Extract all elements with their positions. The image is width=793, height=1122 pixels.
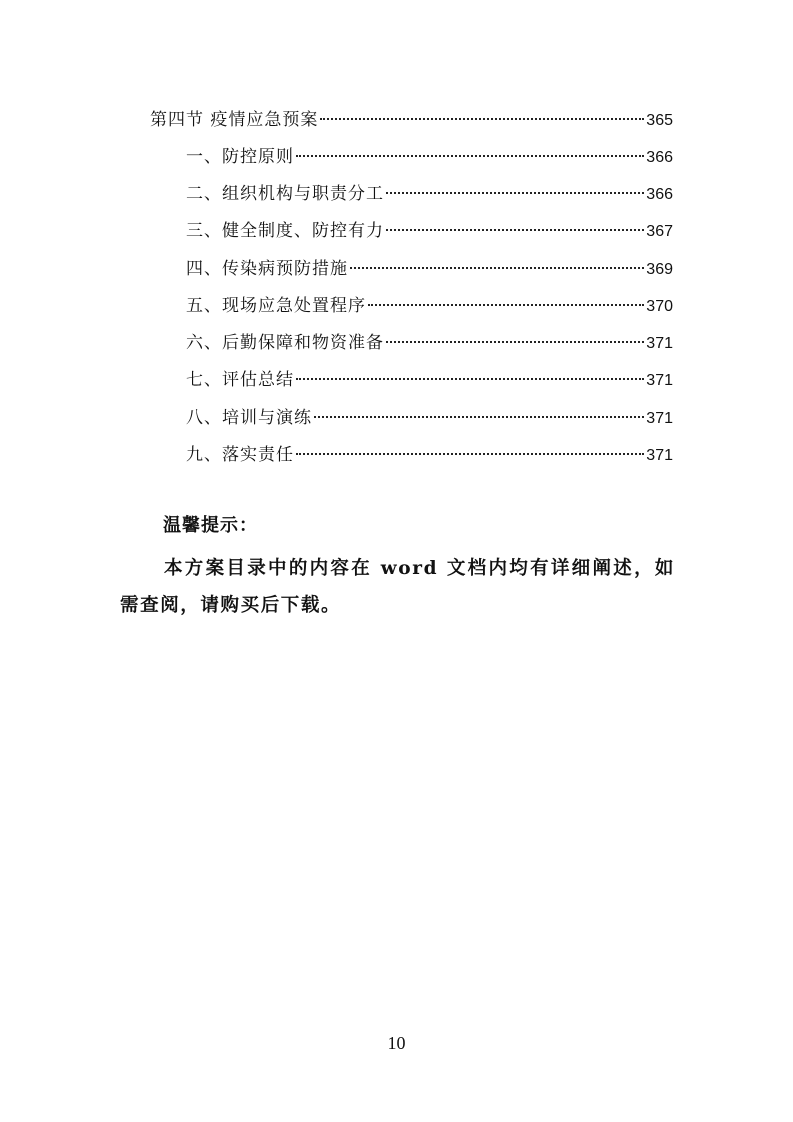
notice-body: 本方案目录中的内容在 word 文档内均有详细阐述，如需查阅，请购买后下载。	[120, 558, 675, 616]
toc-leader-dots	[386, 229, 644, 231]
toc-entry-label: 八、培训与演练	[186, 408, 312, 428]
toc-entry-item-8[interactable]	[186, 405, 673, 431]
page-number: 10	[387, 1033, 406, 1053]
toc-leader-dots	[296, 453, 644, 455]
toc-entry-page: 366	[646, 186, 673, 203]
toc-entry-page: 370	[646, 298, 673, 315]
toc-entry-item-3[interactable]	[186, 218, 673, 244]
toc-entry-item-9[interactable]	[186, 442, 673, 468]
toc-entry-page: 371	[646, 335, 673, 352]
toc-entry-label: 二、组织机构与职责分工	[186, 184, 384, 204]
toc-entry-label: 七、评估总结	[186, 370, 294, 390]
toc-entry-page: 366	[646, 149, 673, 166]
toc-leader-dots	[296, 155, 644, 157]
toc-entry-page: 367	[646, 223, 673, 240]
toc-entry-item-1[interactable]	[186, 144, 673, 170]
toc-entry-label: 九、落实责任	[186, 445, 294, 465]
toc-entry-label: 六、后勤保障和物资准备	[186, 333, 384, 353]
toc-entry-item-5[interactable]	[186, 293, 673, 319]
toc-leader-dots	[350, 267, 644, 269]
toc-leader-dots	[314, 416, 644, 418]
toc-leader-dots	[386, 341, 644, 343]
toc-entry-page: 371	[646, 410, 673, 427]
toc-leader-dots	[368, 304, 644, 306]
toc-entry-page: 369	[646, 261, 673, 278]
toc-entry-page: 371	[646, 372, 673, 389]
toc-entry-section-4[interactable]	[150, 107, 673, 133]
toc-entry-page: 371	[646, 447, 673, 464]
toc-entry-page: 365	[646, 112, 673, 129]
toc-entry-label: 五、现场应急处置程序	[186, 296, 366, 316]
toc-leader-dots	[320, 118, 644, 120]
toc-entry-label: 三、健全制度、防控有力	[186, 221, 384, 241]
toc-leader-dots	[296, 378, 644, 380]
toc-entry-item-6[interactable]	[186, 330, 673, 356]
toc-entry-label: 一、防控原则	[186, 147, 294, 167]
notice-title: 温馨提示：	[163, 515, 258, 536]
toc-entry-item-7[interactable]	[186, 367, 673, 393]
toc-entry-item-2[interactable]	[186, 181, 673, 207]
toc-entry-label: 四、传染病预防措施	[186, 259, 348, 279]
toc-leader-dots	[386, 192, 644, 194]
toc-entry-label: 第四节 疫情应急预案	[150, 110, 319, 130]
toc-entry-item-4[interactable]	[186, 256, 673, 282]
